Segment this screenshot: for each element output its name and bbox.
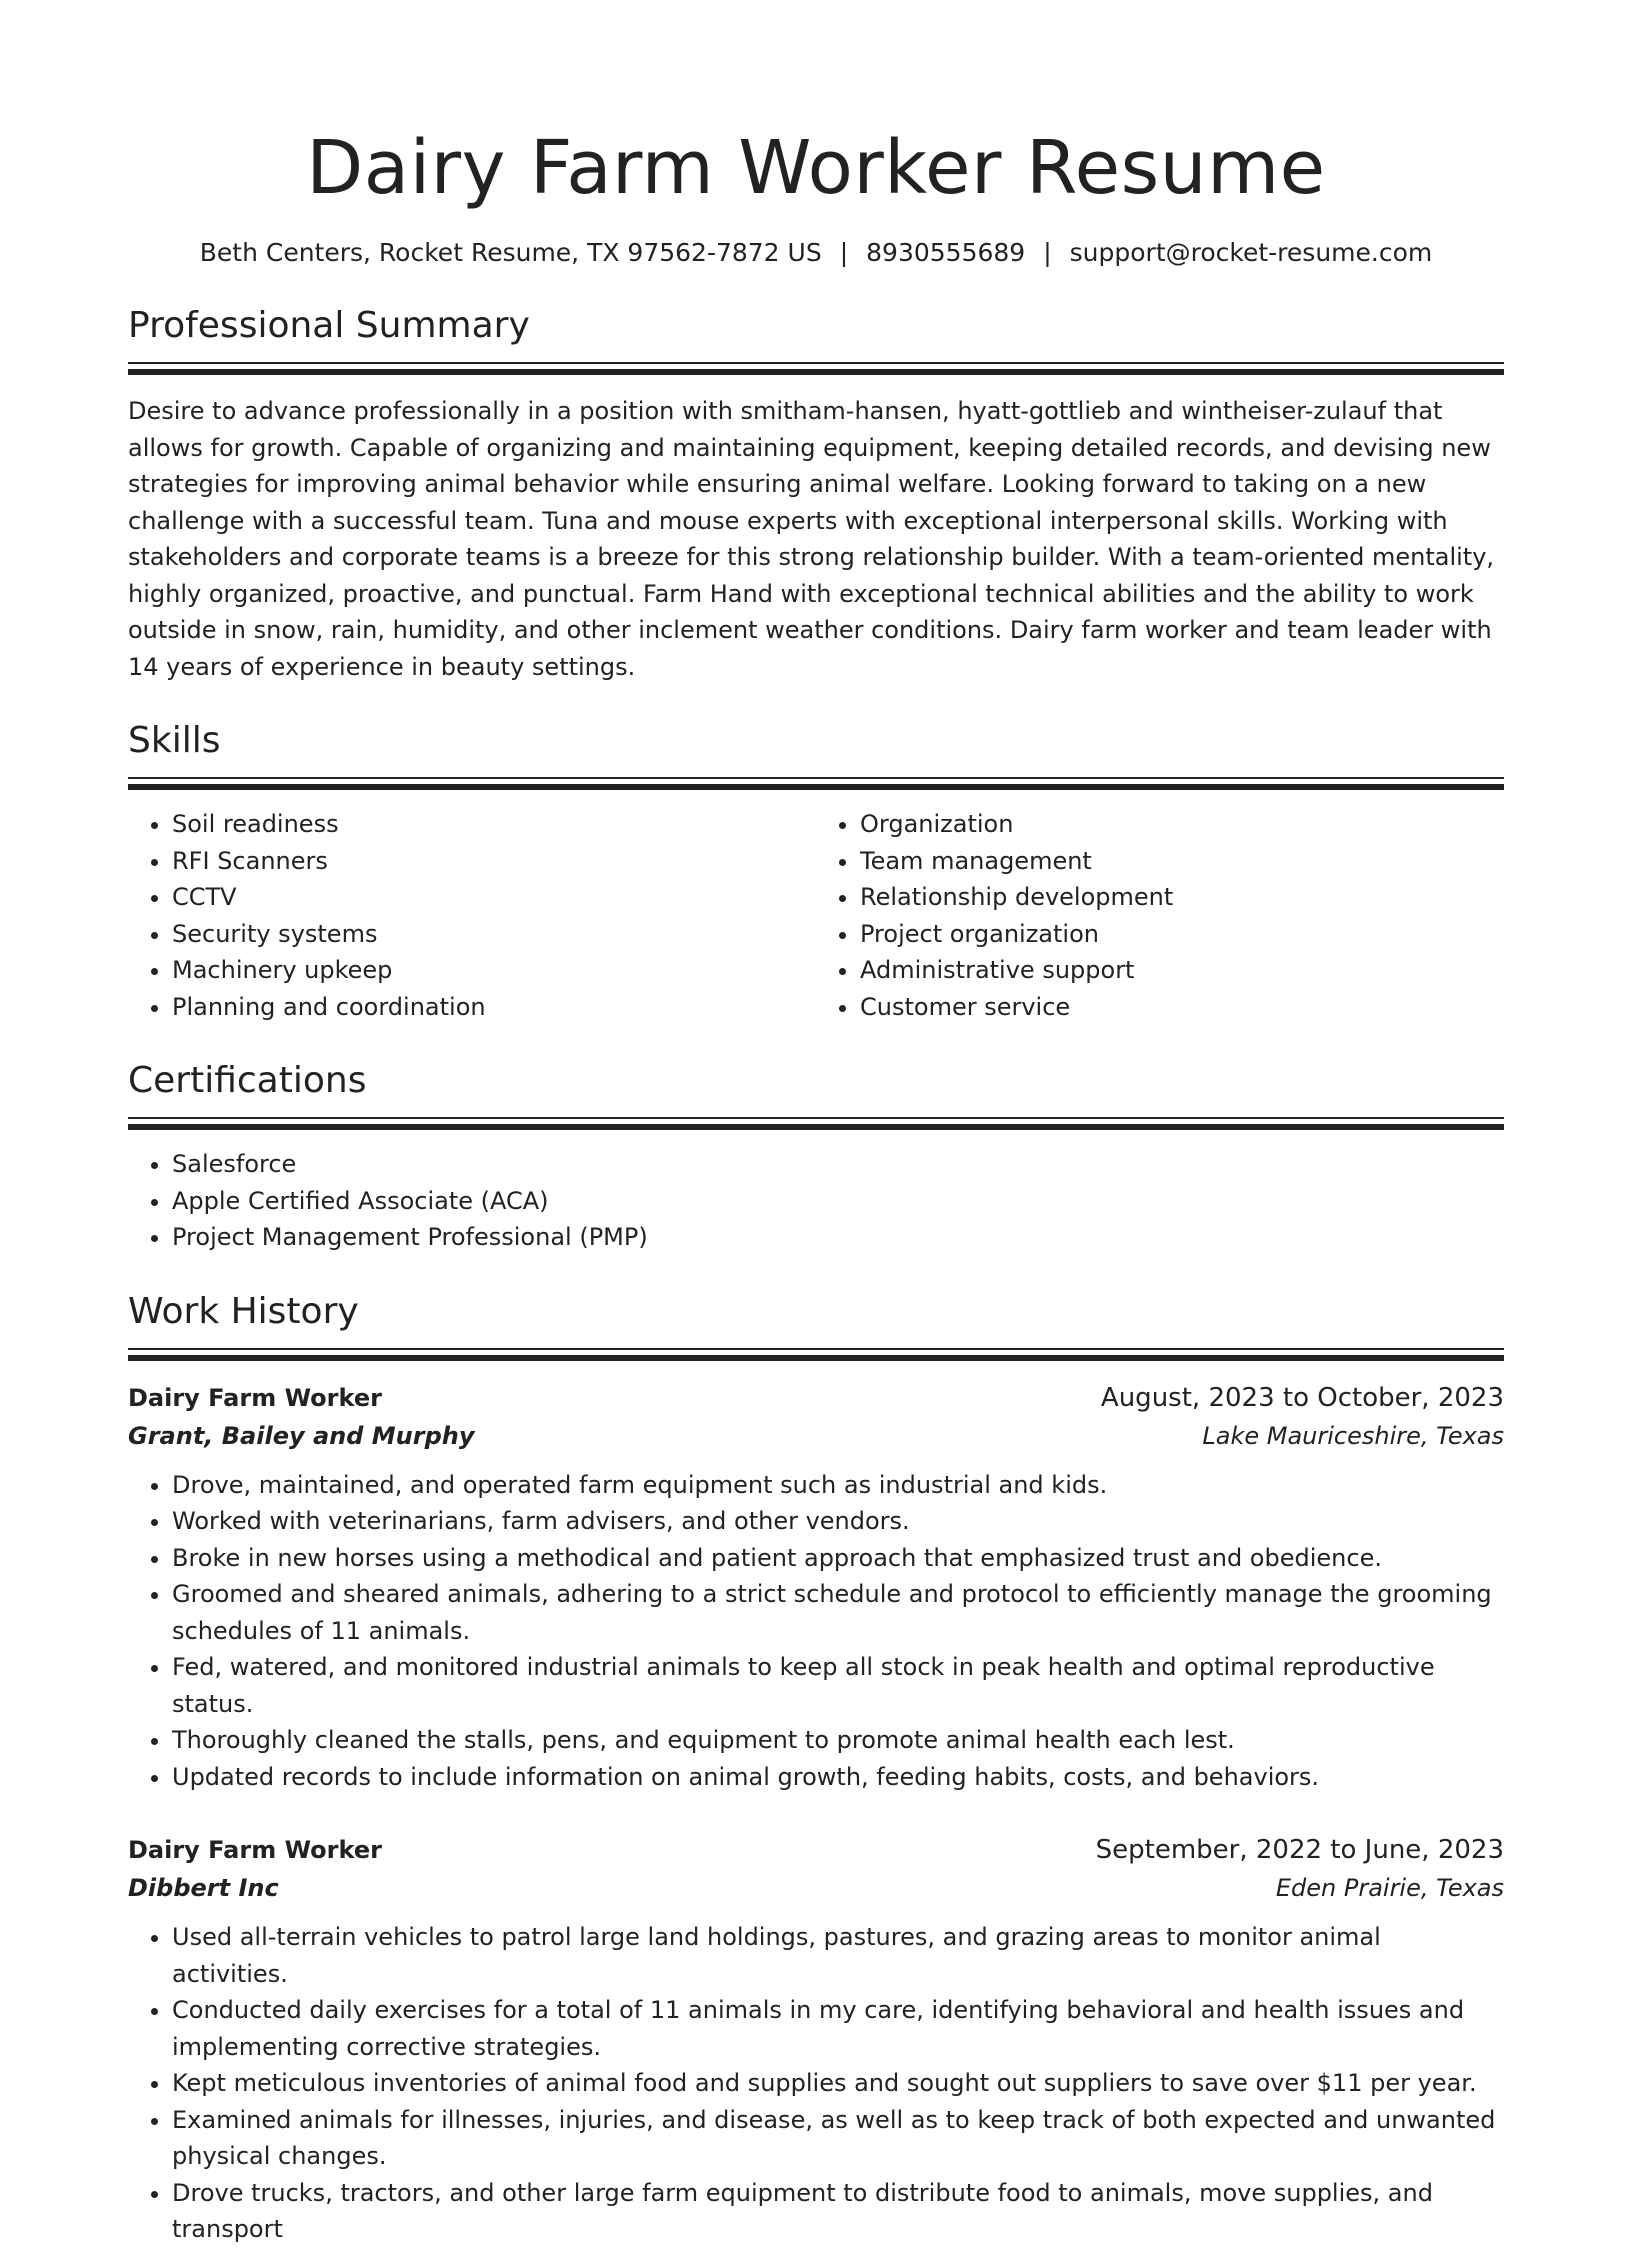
job-duty-item: • Fed, watered, and monitored industrial animals to keep all stock in peak health and optimal reproductive status. xyxy=(172,1649,1504,1722)
section-heading-work-history: Work History xyxy=(128,1290,359,1332)
job-duty-item: • Thoroughly cleaned the stalls, pens, and equipment to promote animal health each lest. xyxy=(172,1722,1504,1759)
contact-email: support@rocket-resume.com xyxy=(1069,238,1433,267)
skill-item: • Relationship development xyxy=(860,879,1504,916)
skill-item: • Planning and coordination xyxy=(172,989,816,1026)
contact-separator: | xyxy=(839,238,849,267)
skills-section xyxy=(128,719,1504,1025)
certifications-list xyxy=(128,1146,1504,1256)
skill-item: • Project organization xyxy=(860,916,1504,953)
job-duty-item: • Drove trucks, tractors, and other large farm equipment to distribute food to animals, move supplies, and transport xyxy=(172,2175,1504,2248)
job-entry xyxy=(128,1831,1504,2248)
skill-item: • Team management xyxy=(860,843,1504,880)
skill-item: • Organization xyxy=(860,806,1504,843)
job-duty-item: • Worked with veterinarians, farm advisers, and other vendors. xyxy=(172,1503,1504,1540)
job-dates: September, 2022 to June, 2023 xyxy=(1095,1835,1504,1865)
job-duty-item: • Drove, maintained, and operated farm equipment such as industrial and kids. xyxy=(172,1467,1504,1504)
job-duty-item: • Updated records to include information on animal growth, feeding habits, costs, and behaviors. xyxy=(172,1759,1504,1796)
work-history-section xyxy=(128,1290,1504,2248)
section-divider xyxy=(128,777,1504,790)
job-duty-item: • Used all-terrain vehicles to patrol large land holdings, pastures, and grazing areas to monitor animal activities. xyxy=(172,1919,1504,1992)
job-duty-item: • Kept meticulous inventories of animal food and supplies and sought out suppliers to save over $11 per year. xyxy=(172,2065,1504,2102)
job-duty-item: • Groomed and sheared animals, adhering to a strict schedule and protocol to efficiently manage the grooming schedules of 11 animals. xyxy=(172,1576,1504,1649)
certification-item: • Project Management Professional (PMP) xyxy=(172,1219,1504,1256)
section-heading-summary: Professional Summary xyxy=(128,305,530,346)
contact-line xyxy=(128,236,1504,270)
section-divider xyxy=(128,1348,1504,1361)
job-subheader xyxy=(128,1869,1504,1907)
skill-item: • Security systems xyxy=(172,916,816,953)
skill-item: • Customer service xyxy=(860,989,1504,1026)
certification-item: • Apple Certified Associate (ACA) xyxy=(172,1183,1504,1220)
section-heading-skills: Skills xyxy=(128,720,221,761)
job-dates: August, 2023 to October, 2023 xyxy=(1100,1382,1504,1413)
job-location: Lake Mauriceshire, Texas xyxy=(1202,1421,1504,1450)
contact-separator: | xyxy=(1043,238,1052,267)
section-divider xyxy=(128,362,1504,375)
job-header xyxy=(128,1379,1504,1417)
skill-item: • Machinery upkeep xyxy=(172,952,816,989)
summary-section xyxy=(128,304,1504,685)
job-title: Dairy Farm Worker xyxy=(128,1836,382,1864)
job-duties-list xyxy=(128,1467,1504,1796)
skill-item: • CCTV xyxy=(172,879,816,916)
job-company: Dibbert Inc xyxy=(128,1874,279,1902)
skills-list-left xyxy=(128,806,816,1025)
skill-item: • RFI Scanners xyxy=(172,843,816,880)
skill-item: • Administrative support xyxy=(860,952,1504,989)
job-entry xyxy=(128,1379,1504,1796)
job-duties-list xyxy=(128,1919,1504,2248)
job-duty-item: • Conducted daily exercises for a total of 11 animals in my care, identifying behavioral and health issues and implementing corrective strategies. xyxy=(172,1992,1504,2065)
contact-address: Beth Centers, Rocket Resume, TX 97562-7872 US xyxy=(199,238,822,267)
certifications-section xyxy=(128,1059,1504,1256)
job-header xyxy=(128,1831,1504,1869)
certification-item: • Salesforce xyxy=(172,1146,1504,1183)
page-title: Dairy Farm Worker Resume xyxy=(306,125,1326,211)
job-company: Grant, Bailey and Murphy xyxy=(128,1421,475,1450)
summary-text: Desire to advance professionally in a position with smitham-hansen, hyatt-gottlieb and wintheiser-zulauf that allows for growth. Capable of organizing and maintaining equipment, keeping detailed records, and devising new strategies for improving animal behavior while ensuring animal welfare. Looking forward to taking on a new challenge with a successful team. Tuna and mouse experts with exceptional interpersonal skills. Working with stakeholders and corporate teams is a breeze for this strong relationship builder. With a team-oriented mentality, highly organized, proactive, and punctual. Farm Hand with exceptional technical abilities and the ability to work outside in snow, rain, humidity, and other inclement weather conditions. Dairy farm worker and team leader with 14 years of experience in beauty settings. xyxy=(128,397,1495,681)
skills-grid xyxy=(128,806,1504,1025)
job-duty-item: • Examined animals for illnesses, injuries, and disease, as well as to keep track of both expected and unwanted physical changes. xyxy=(172,2102,1504,2175)
skill-item: • Soil readiness xyxy=(172,806,816,843)
skills-list-right xyxy=(816,806,1504,1025)
section-divider xyxy=(128,1117,1504,1130)
job-subheader xyxy=(128,1417,1504,1455)
job-title: Dairy Farm Worker xyxy=(128,1383,382,1412)
job-location: Eden Prairie, Texas xyxy=(1275,1874,1504,1902)
section-heading-certifications: Certifications xyxy=(128,1060,367,1101)
job-duty-item: • Broke in new horses using a methodical and patient approach that emphasized trust and obedience. xyxy=(172,1540,1504,1577)
contact-phone: 8930555689 xyxy=(866,238,1026,267)
